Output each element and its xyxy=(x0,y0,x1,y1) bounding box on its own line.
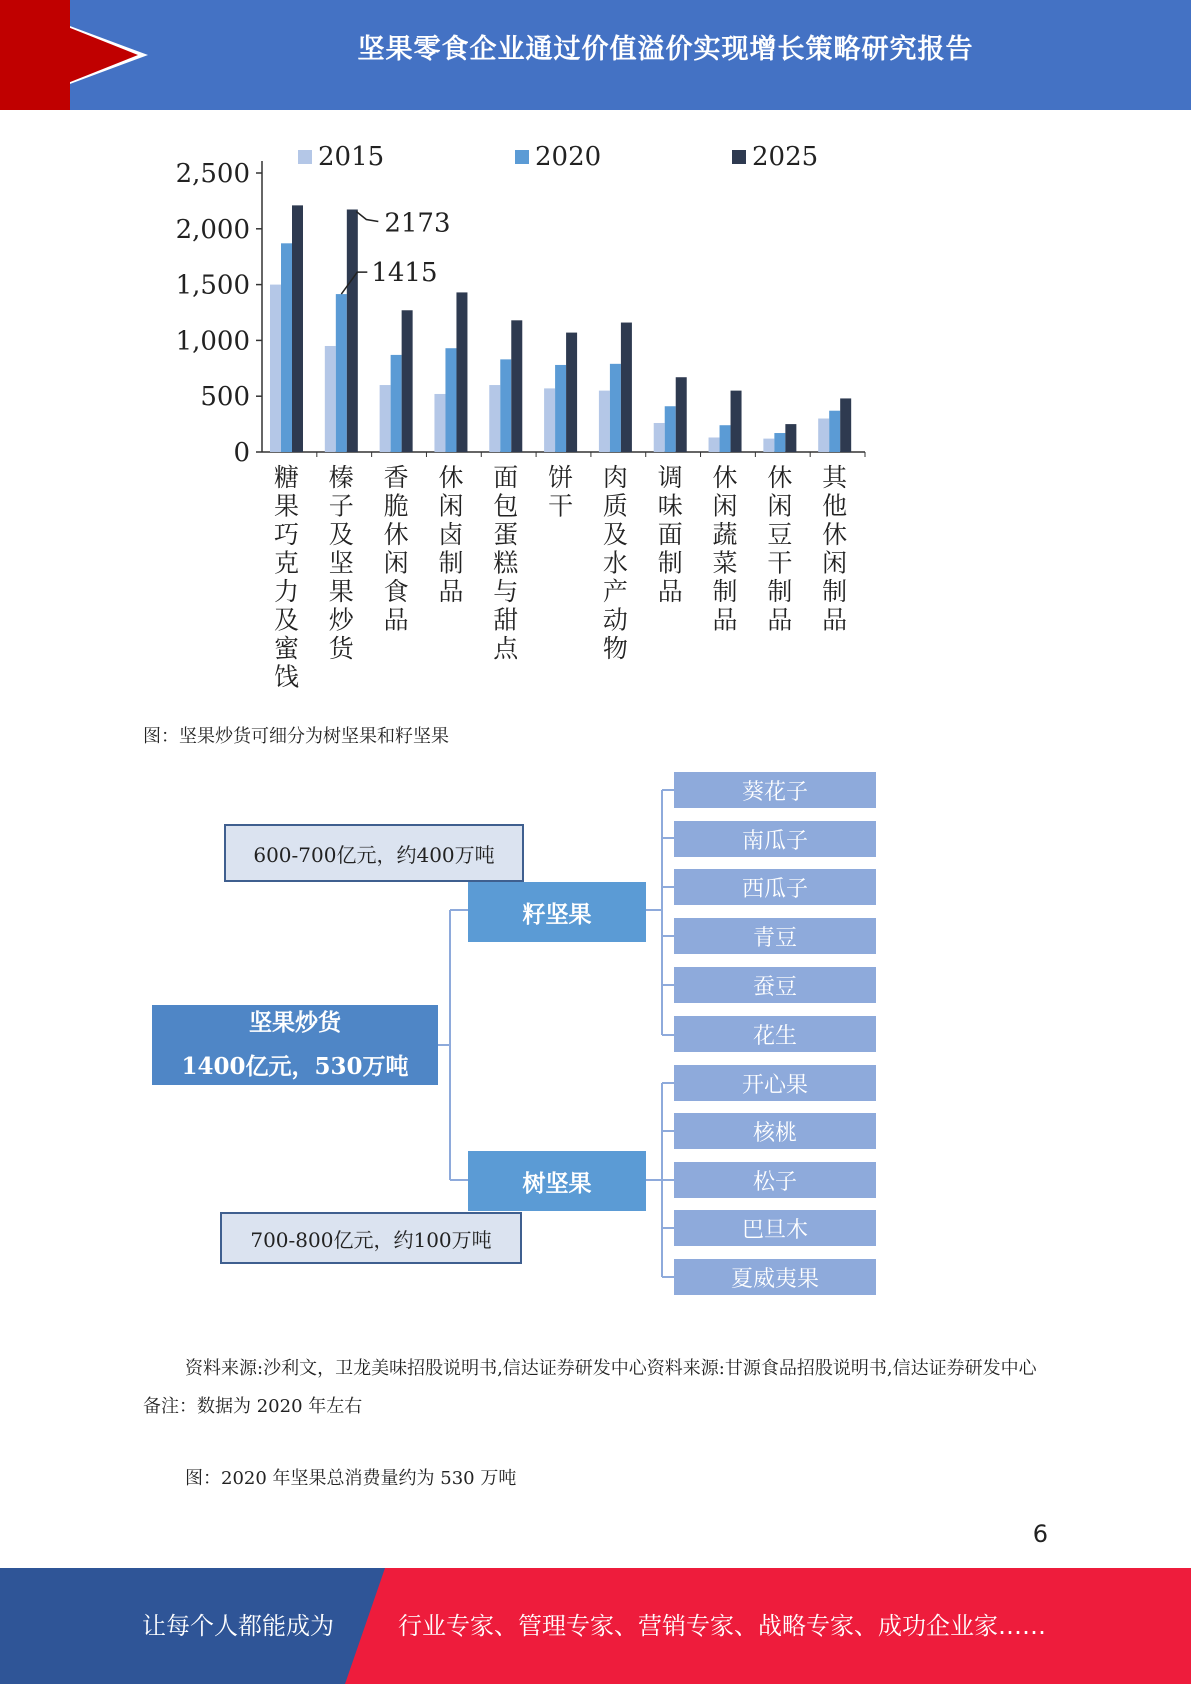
y-tick-label: 1,500 xyxy=(175,270,250,301)
bar-2015 xyxy=(489,385,500,452)
legend-swatch-2025 xyxy=(732,150,746,164)
category-label-char: 货 xyxy=(328,634,354,663)
tree-nut-value-note: 700-800亿元，约100万吨 xyxy=(220,1212,522,1264)
category-label-char: 包 xyxy=(493,491,519,521)
category-label-char: 及 xyxy=(273,605,300,635)
category-label-char: 榛 xyxy=(328,463,354,492)
y-tick-label: 2,000 xyxy=(175,214,250,245)
bar-2020 xyxy=(445,348,456,452)
category-label-char: 克 xyxy=(273,548,300,578)
bar-2025 xyxy=(566,333,577,452)
footer-slogan-left: 让每个人都能成为 xyxy=(142,1612,334,1640)
category-label-char: 菜 xyxy=(712,548,738,578)
bar-chart xyxy=(140,145,880,715)
category-label-char: 点 xyxy=(493,634,519,663)
category-label-char: 闲 xyxy=(822,548,848,578)
category-label-char: 品 xyxy=(822,605,848,635)
category-label-char: 及 xyxy=(328,520,354,549)
leaf-pine-nut: 松子 xyxy=(674,1162,876,1198)
category-label-char: 休 xyxy=(767,463,793,492)
category-label-char: 蛋 xyxy=(493,520,519,549)
category-label-char: 休 xyxy=(712,463,738,492)
annotation-label: 1415 xyxy=(371,258,438,289)
bar-2025 xyxy=(731,391,742,452)
category-label-char: 闲 xyxy=(712,491,738,521)
report-title: 坚果零食企业通过价值溢价实现增长策略研究报告 xyxy=(357,34,974,65)
category-label-char: 品 xyxy=(438,577,464,606)
annotation-leader xyxy=(356,211,378,221)
root-node-roasted-nuts xyxy=(152,1005,438,1085)
bar-2020 xyxy=(500,359,511,452)
bar-2015 xyxy=(709,437,720,452)
category-label-char: 味 xyxy=(657,491,683,521)
bar-2015 xyxy=(270,285,281,452)
legend-label-2015: 2015 xyxy=(318,145,385,172)
category-label-char: 品 xyxy=(657,577,683,606)
category-label-char: 制 xyxy=(767,577,793,606)
bar-2015 xyxy=(380,385,391,452)
category-label-char: 制 xyxy=(822,577,848,606)
category-label-char: 品 xyxy=(383,605,409,635)
category-label-char: 其 xyxy=(822,463,848,492)
category-label-char: 果 xyxy=(328,577,354,606)
legend-swatch-2015 xyxy=(298,150,312,164)
legend-label-2025: 2025 xyxy=(752,145,819,172)
category-label-char: 食 xyxy=(383,577,409,606)
category-label-char: 脆 xyxy=(383,491,409,521)
seed-nut-value-note: 600-700亿元，约400万吨 xyxy=(224,824,524,882)
bar-2025 xyxy=(402,310,413,452)
category-label-char: 豆 xyxy=(767,520,793,549)
bar-2015 xyxy=(544,388,555,452)
category-label-char: 调 xyxy=(657,463,683,492)
bar-2025 xyxy=(840,398,851,452)
category-label-char: 果 xyxy=(273,491,300,521)
category-label-char: 蔬 xyxy=(712,520,738,549)
bar-2020 xyxy=(391,355,402,452)
category-label-char: 面 xyxy=(657,520,683,549)
bar-2025 xyxy=(676,377,687,452)
category-label-char: 品 xyxy=(767,605,793,635)
leaf-sunflower-seed: 葵花子 xyxy=(674,772,876,808)
leaf-green-pea: 青豆 xyxy=(674,918,876,954)
category-label-char: 休 xyxy=(383,520,409,549)
category-label-char: 制 xyxy=(657,548,683,578)
bar-2020 xyxy=(665,406,676,452)
category-label-char: 饯 xyxy=(273,662,300,692)
category-label-char: 闲 xyxy=(383,548,409,578)
category-label-char: 蜜 xyxy=(273,634,300,663)
bar-2015 xyxy=(818,419,829,452)
footer-slogan-right: 行业专家、管理专家、营销专家、战略专家、成功企业家…… xyxy=(398,1612,1046,1640)
category-label-char: 糕 xyxy=(493,548,519,578)
leaf-broad-bean: 蚕豆 xyxy=(674,967,876,1003)
y-tick-label: 0 xyxy=(233,438,250,468)
y-tick-label: 2,500 xyxy=(175,159,250,189)
category-label-char: 甜 xyxy=(493,605,519,635)
category-label-char: 与 xyxy=(493,577,519,606)
leaf-pistachio: 开心果 xyxy=(674,1065,876,1101)
leaf-watermelon-seed: 西瓜子 xyxy=(674,869,876,905)
category-label-char: 物 xyxy=(602,634,628,663)
category-label-char: 休 xyxy=(438,463,464,492)
category-label-char: 产 xyxy=(602,577,628,606)
page-number: 6 xyxy=(1032,1520,1048,1548)
category-label-char: 干 xyxy=(548,491,574,521)
legend-label-2020: 2020 xyxy=(535,145,602,172)
annotation-label: 2173 xyxy=(384,208,451,239)
category-label-char: 糖 xyxy=(273,463,300,492)
bar-2025 xyxy=(292,205,303,452)
y-tick-label: 1,000 xyxy=(175,326,250,357)
leaf-macadamia: 夏威夷果 xyxy=(674,1259,876,1295)
bar-2020 xyxy=(336,294,347,452)
category-label-char: 闲 xyxy=(767,491,793,521)
category-label-char: 他 xyxy=(822,491,848,521)
bar-2025 xyxy=(785,424,796,452)
category-label-char: 面 xyxy=(493,463,519,492)
bar-2025 xyxy=(621,323,632,452)
bar-2025 xyxy=(511,320,522,452)
bar-2025 xyxy=(456,292,467,452)
root-node-value: 1400亿元，530万吨 xyxy=(181,1053,409,1080)
category-label-char: 卤 xyxy=(438,520,464,549)
root-node-title: 坚果炒货 xyxy=(249,1009,341,1036)
tree-nut-node: 树坚果 xyxy=(468,1151,646,1211)
bar-2020 xyxy=(281,243,292,452)
category-label-char: 制 xyxy=(438,548,464,578)
bar-2020 xyxy=(774,433,785,452)
category-label-char: 巧 xyxy=(273,520,300,549)
category-label-char: 品 xyxy=(712,605,738,635)
category-label-char: 水 xyxy=(602,548,628,578)
figure-caption-2: 图：2020 年坚果总消费量约为 530 万吨 xyxy=(185,1468,517,1489)
seed-nut-node: 籽坚果 xyxy=(468,882,646,942)
category-label-char: 香 xyxy=(383,463,409,492)
category-label-char: 质 xyxy=(602,491,628,521)
bar-2015 xyxy=(763,439,774,452)
legend-swatch-2020 xyxy=(515,150,529,164)
category-label-char: 肉 xyxy=(602,463,628,492)
category-label-char: 制 xyxy=(712,577,738,606)
bar-2015 xyxy=(434,394,445,452)
category-label-char: 闲 xyxy=(438,491,464,521)
bar-2025 xyxy=(347,209,358,452)
category-label-char: 子 xyxy=(328,491,354,521)
category-label-char: 动 xyxy=(602,605,628,635)
category-label-char: 休 xyxy=(822,520,848,549)
category-label-char: 干 xyxy=(767,548,793,578)
bar-2015 xyxy=(325,346,336,452)
header-arrow xyxy=(0,0,138,110)
bar-2020 xyxy=(829,411,840,452)
category-label-char: 炒 xyxy=(328,605,354,635)
category-label-char: 力 xyxy=(273,577,300,606)
bar-2015 xyxy=(599,391,610,452)
page-footer xyxy=(0,1568,1191,1684)
y-tick-label: 500 xyxy=(200,382,250,413)
bar-2020 xyxy=(610,364,621,452)
leaf-pumpkin-seed: 南瓜子 xyxy=(674,821,876,857)
page-header xyxy=(0,0,1191,110)
nut-category-diagram xyxy=(150,765,890,1305)
leaf-peanut: 花生 xyxy=(674,1016,876,1052)
leaf-almond: 巴旦木 xyxy=(674,1210,876,1246)
leaf-walnut: 核桃 xyxy=(674,1113,876,1149)
category-label-char: 及 xyxy=(602,520,628,549)
figure-caption-1: 图：坚果炒货可细分为树坚果和籽坚果 xyxy=(143,726,449,747)
source-note: 资料来源:沙利文，卫龙美味招股说明书,信达证券研发中心资料来源:甘源食品招股说明书,信达证券研发中心备注：数据为 2020 年左右 xyxy=(143,1358,1037,1417)
category-label-char: 饼 xyxy=(548,463,574,492)
category-label-char: 坚 xyxy=(328,548,354,578)
bar-2020 xyxy=(720,425,731,452)
bar-2020 xyxy=(555,365,566,452)
bar-2015 xyxy=(654,423,665,452)
